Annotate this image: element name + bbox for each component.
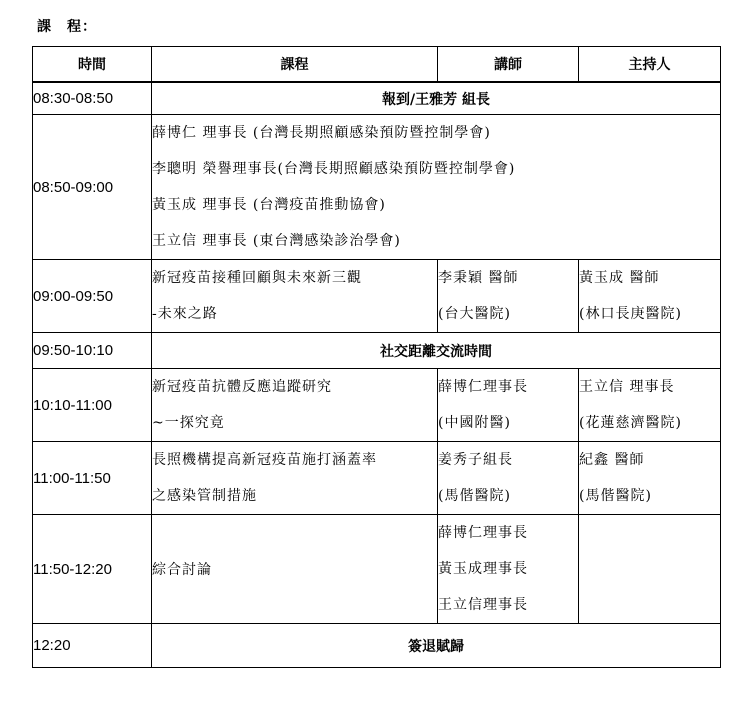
lecturer-name: 王立信理事長 xyxy=(438,597,528,613)
lecturer-affiliation: (中國附醫) xyxy=(438,415,511,431)
table-row-discussion xyxy=(33,515,721,624)
host-cell xyxy=(579,260,721,333)
host-name: 黃玉成 醫師 xyxy=(579,270,660,286)
course-line: 新冠疫苗抗體反應追蹤研究 xyxy=(152,379,332,395)
table-row-session-1 xyxy=(33,260,721,333)
host-cell xyxy=(579,369,721,442)
host-cell xyxy=(579,515,721,624)
header-lecturer: 講師 xyxy=(438,47,579,83)
lecturer-cell xyxy=(438,369,579,442)
host-affiliation: (林口長庚醫院) xyxy=(579,306,682,322)
host-name: 紀鑫 醫師 xyxy=(579,452,645,468)
time-cell: 11:00-11:50 xyxy=(33,442,152,515)
course-line: -未來之路 xyxy=(152,306,218,322)
table-row-opening xyxy=(33,115,721,260)
opening-line: 李聰明 榮譽理事長(台灣長期照顧感染預防暨控制學會) xyxy=(152,161,516,177)
time-cell: 09:00-09:50 xyxy=(33,260,152,333)
course-cell: 綜合討論 xyxy=(152,515,438,624)
table-row-closing xyxy=(33,624,721,668)
host-cell xyxy=(579,442,721,515)
lecturer-name: 薛博仁理事長 xyxy=(438,525,528,541)
time-cell: 12:20 xyxy=(33,624,152,668)
lecturer-cell xyxy=(438,260,579,333)
time-cell: 09:50-10:10 xyxy=(33,333,152,369)
table-row-session-2 xyxy=(33,369,721,442)
table-row-break xyxy=(33,333,721,369)
opening-line: 黃玉成 理事長 (台灣疫苗推動協會) xyxy=(152,197,386,213)
time-cell: 10:10-11:00 xyxy=(33,369,152,442)
table-header-row xyxy=(33,47,721,83)
schedule-table xyxy=(32,46,721,668)
lecturer-cell xyxy=(438,442,579,515)
course-line: ~一探究竟 xyxy=(152,415,225,431)
lecturer-name: 姜秀子組長 xyxy=(438,452,513,468)
course-cell xyxy=(152,369,438,442)
opening-line: 王立信 理事長 (東台灣感染診治學會) xyxy=(152,233,401,249)
host-name: 王立信 理事長 xyxy=(579,379,675,395)
break-cell: 社交距離交流時間 xyxy=(152,333,721,369)
host-affiliation: (馬偕醫院) xyxy=(579,488,652,504)
header-course: 課程 xyxy=(152,47,438,83)
lecturer-affiliation: (台大醫院) xyxy=(438,306,511,322)
course-line: 新冠疫苗接種回顧與未來新三觀 xyxy=(152,270,362,286)
course-cell xyxy=(152,260,438,333)
time-cell: 08:30-08:50 xyxy=(33,82,152,115)
lecturer-affiliation: (馬偕醫院) xyxy=(438,488,511,504)
lecturer-name: 李秉穎 醫師 xyxy=(438,270,519,286)
time-cell: 11:50-12:20 xyxy=(33,515,152,624)
lecturer-name: 薛博仁理事長 xyxy=(438,379,528,395)
header-host: 主持人 xyxy=(579,47,721,83)
course-cell xyxy=(152,442,438,515)
opening-line: 薛博仁 理事長 (台灣長期照顧感染預防暨控制學會) xyxy=(152,125,491,141)
table-row-registration xyxy=(33,82,721,115)
registration-cell: 報到/王雅芳 組長 xyxy=(152,82,721,115)
header-time: 時間 xyxy=(33,47,152,83)
opening-remarks-cell xyxy=(152,115,721,260)
section-title: 課 程： xyxy=(37,19,97,35)
closing-cell: 簽退賦歸 xyxy=(152,624,721,668)
lecturer-cell xyxy=(438,515,579,624)
course-line: 長照機構提高新冠疫苗施打涵蓋率 xyxy=(152,452,377,468)
course-line: 之感染管制措施 xyxy=(152,488,257,504)
table-row-session-3 xyxy=(33,442,721,515)
time-cell: 08:50-09:00 xyxy=(33,115,152,260)
lecturer-name: 黃玉成理事長 xyxy=(438,561,528,577)
host-affiliation: (花蓮慈濟醫院) xyxy=(579,415,682,431)
